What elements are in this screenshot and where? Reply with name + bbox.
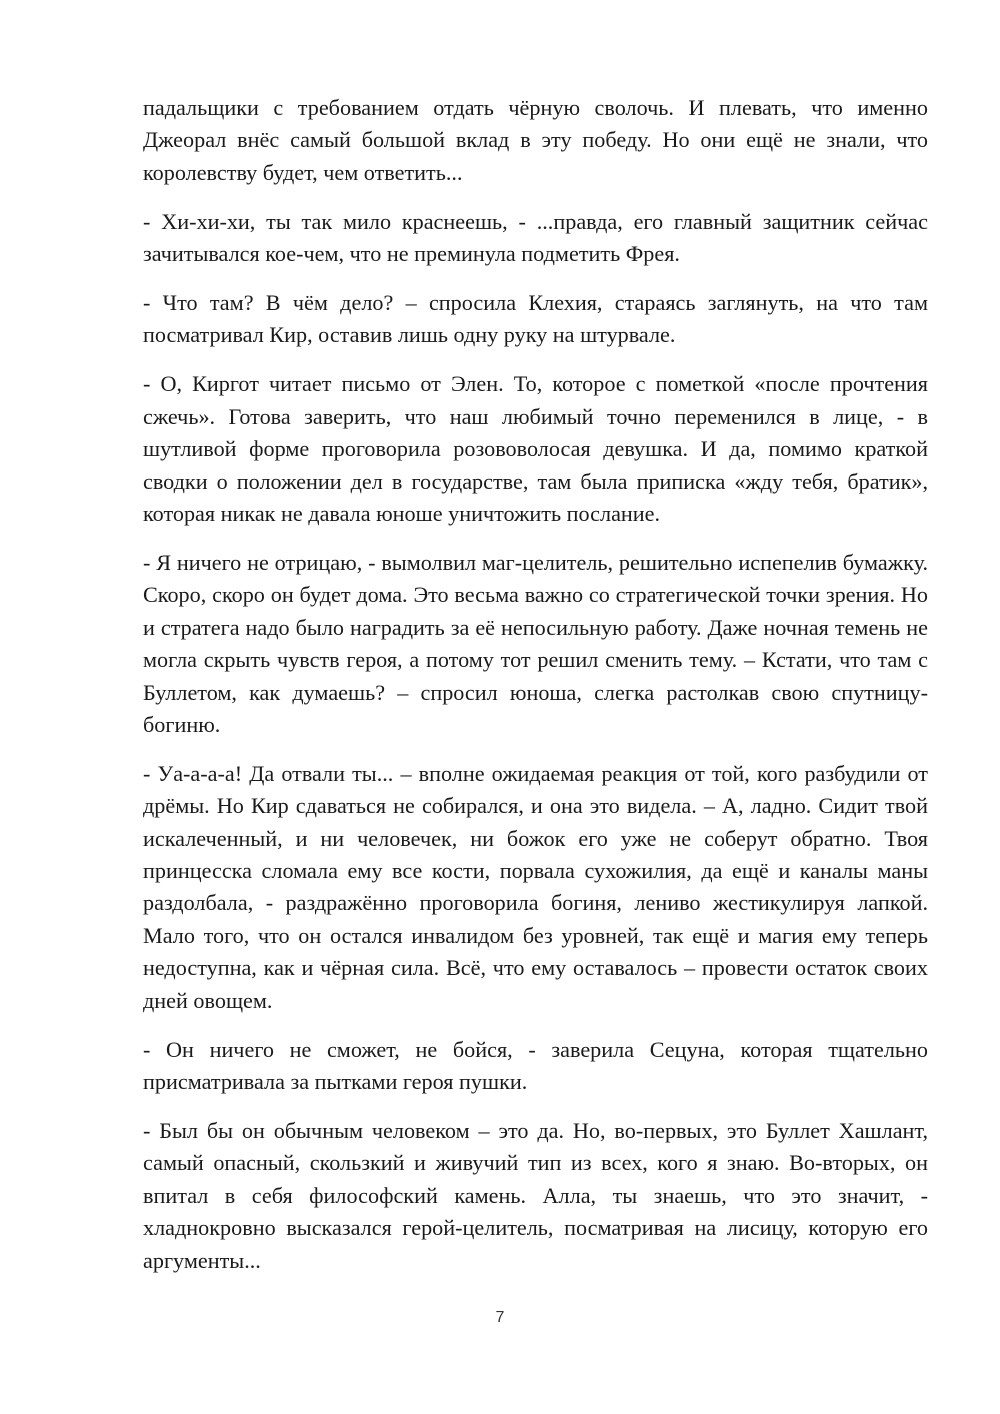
paragraph-8: - Был бы он обычным человеком – это да. Но, во-первых, это Буллет Хашлант, самый опасный, скользкий и живучий тип из всех, кого я знаю. Во-вторых, он впитал в себя философский камень. Алла, ты знаешь, что это значит, - хладнокровно высказался герой-целитель, посматривая на лисицу, которую его аргументы... <box>143 1117 928 1273</box>
paragraph-1: падальщики с требованием отдать чёрную сволочь. И плевать, что именно Джеорал внёс самый большой вклад в эту победу. Но они ещё не знали, что королевству будет, чем ответить... <box>143 95 928 185</box>
paragraph-4: - О, Киргот читает письмо от Элен. То, которое с пометкой «после прочтения сжечь». Готова заверить, что наш любимый точно переменился в лице, - в шутливой форме проговорила розововолосая девушка. И да, помимо краткой сводки о положении дел в государстве, там была приписка «жду тебя, братик», которая никак не давала юноше уничтожить послание. <box>143 371 928 526</box>
paragraph-6: - Уа-а-а-а! Да отвали ты... – вполне ожидаемая реакция от той, кого разбудили от дрёмы. Но Кир сдаваться не собирался, и она это видела. – А, ладно. Сидит твой искалеченный, и ни человечек, ни божок его уже не соберут обратно. Твоя принцесска сломала ему все кости, порвала сухожилия, да ещё и каналы маны раздолбала, - раздражённо проговорила богиня, лениво жестикулируя лапкой. Мало того, что он остался инвалидом без уровней, так ещё и магия ему теперь недоступна, как и чёрная сила. Всё, что ему оставалось – провести остаток своих дней овощем. <box>143 760 928 1013</box>
paragraph-7: - Он ничего не сможет, не бойся, - заверила Сецуна, которая тщательно присматривала за пытками героя пушки. <box>143 1036 928 1094</box>
page-body <box>143 92 928 1293</box>
paragraph-3: - Что там? В чём дело? – спросила Клехия, стараясь заглянуть, на что там посматривал Кир, оставив лишь одну руку на штурвале. <box>143 290 928 348</box>
paragraph-2: - Хи-хи-хи, ты так мило краснеешь, - ...правда, его главный защитник сейчас зачитывался кое-чем, что не преминула подметить Фрея. <box>143 208 928 267</box>
paragraph-5: - Я ничего не отрицаю, - вымолвил маг-целитель, решительно испепелив бумажку. Скоро, скоро он будет дома. Это весьма важно со стратегической точки зрения. Но и стратега надо было наградить за её непосильную работу. Даже ночная темень не могла скрыть чувств героя, а потому тот решил сменить тему. – Кстати, что там с Буллетом, как думаешь? – спросил юноша, слегка растолкав свою спутницу-богиню. <box>143 549 928 737</box>
page-number: 7 <box>495 1309 505 1326</box>
